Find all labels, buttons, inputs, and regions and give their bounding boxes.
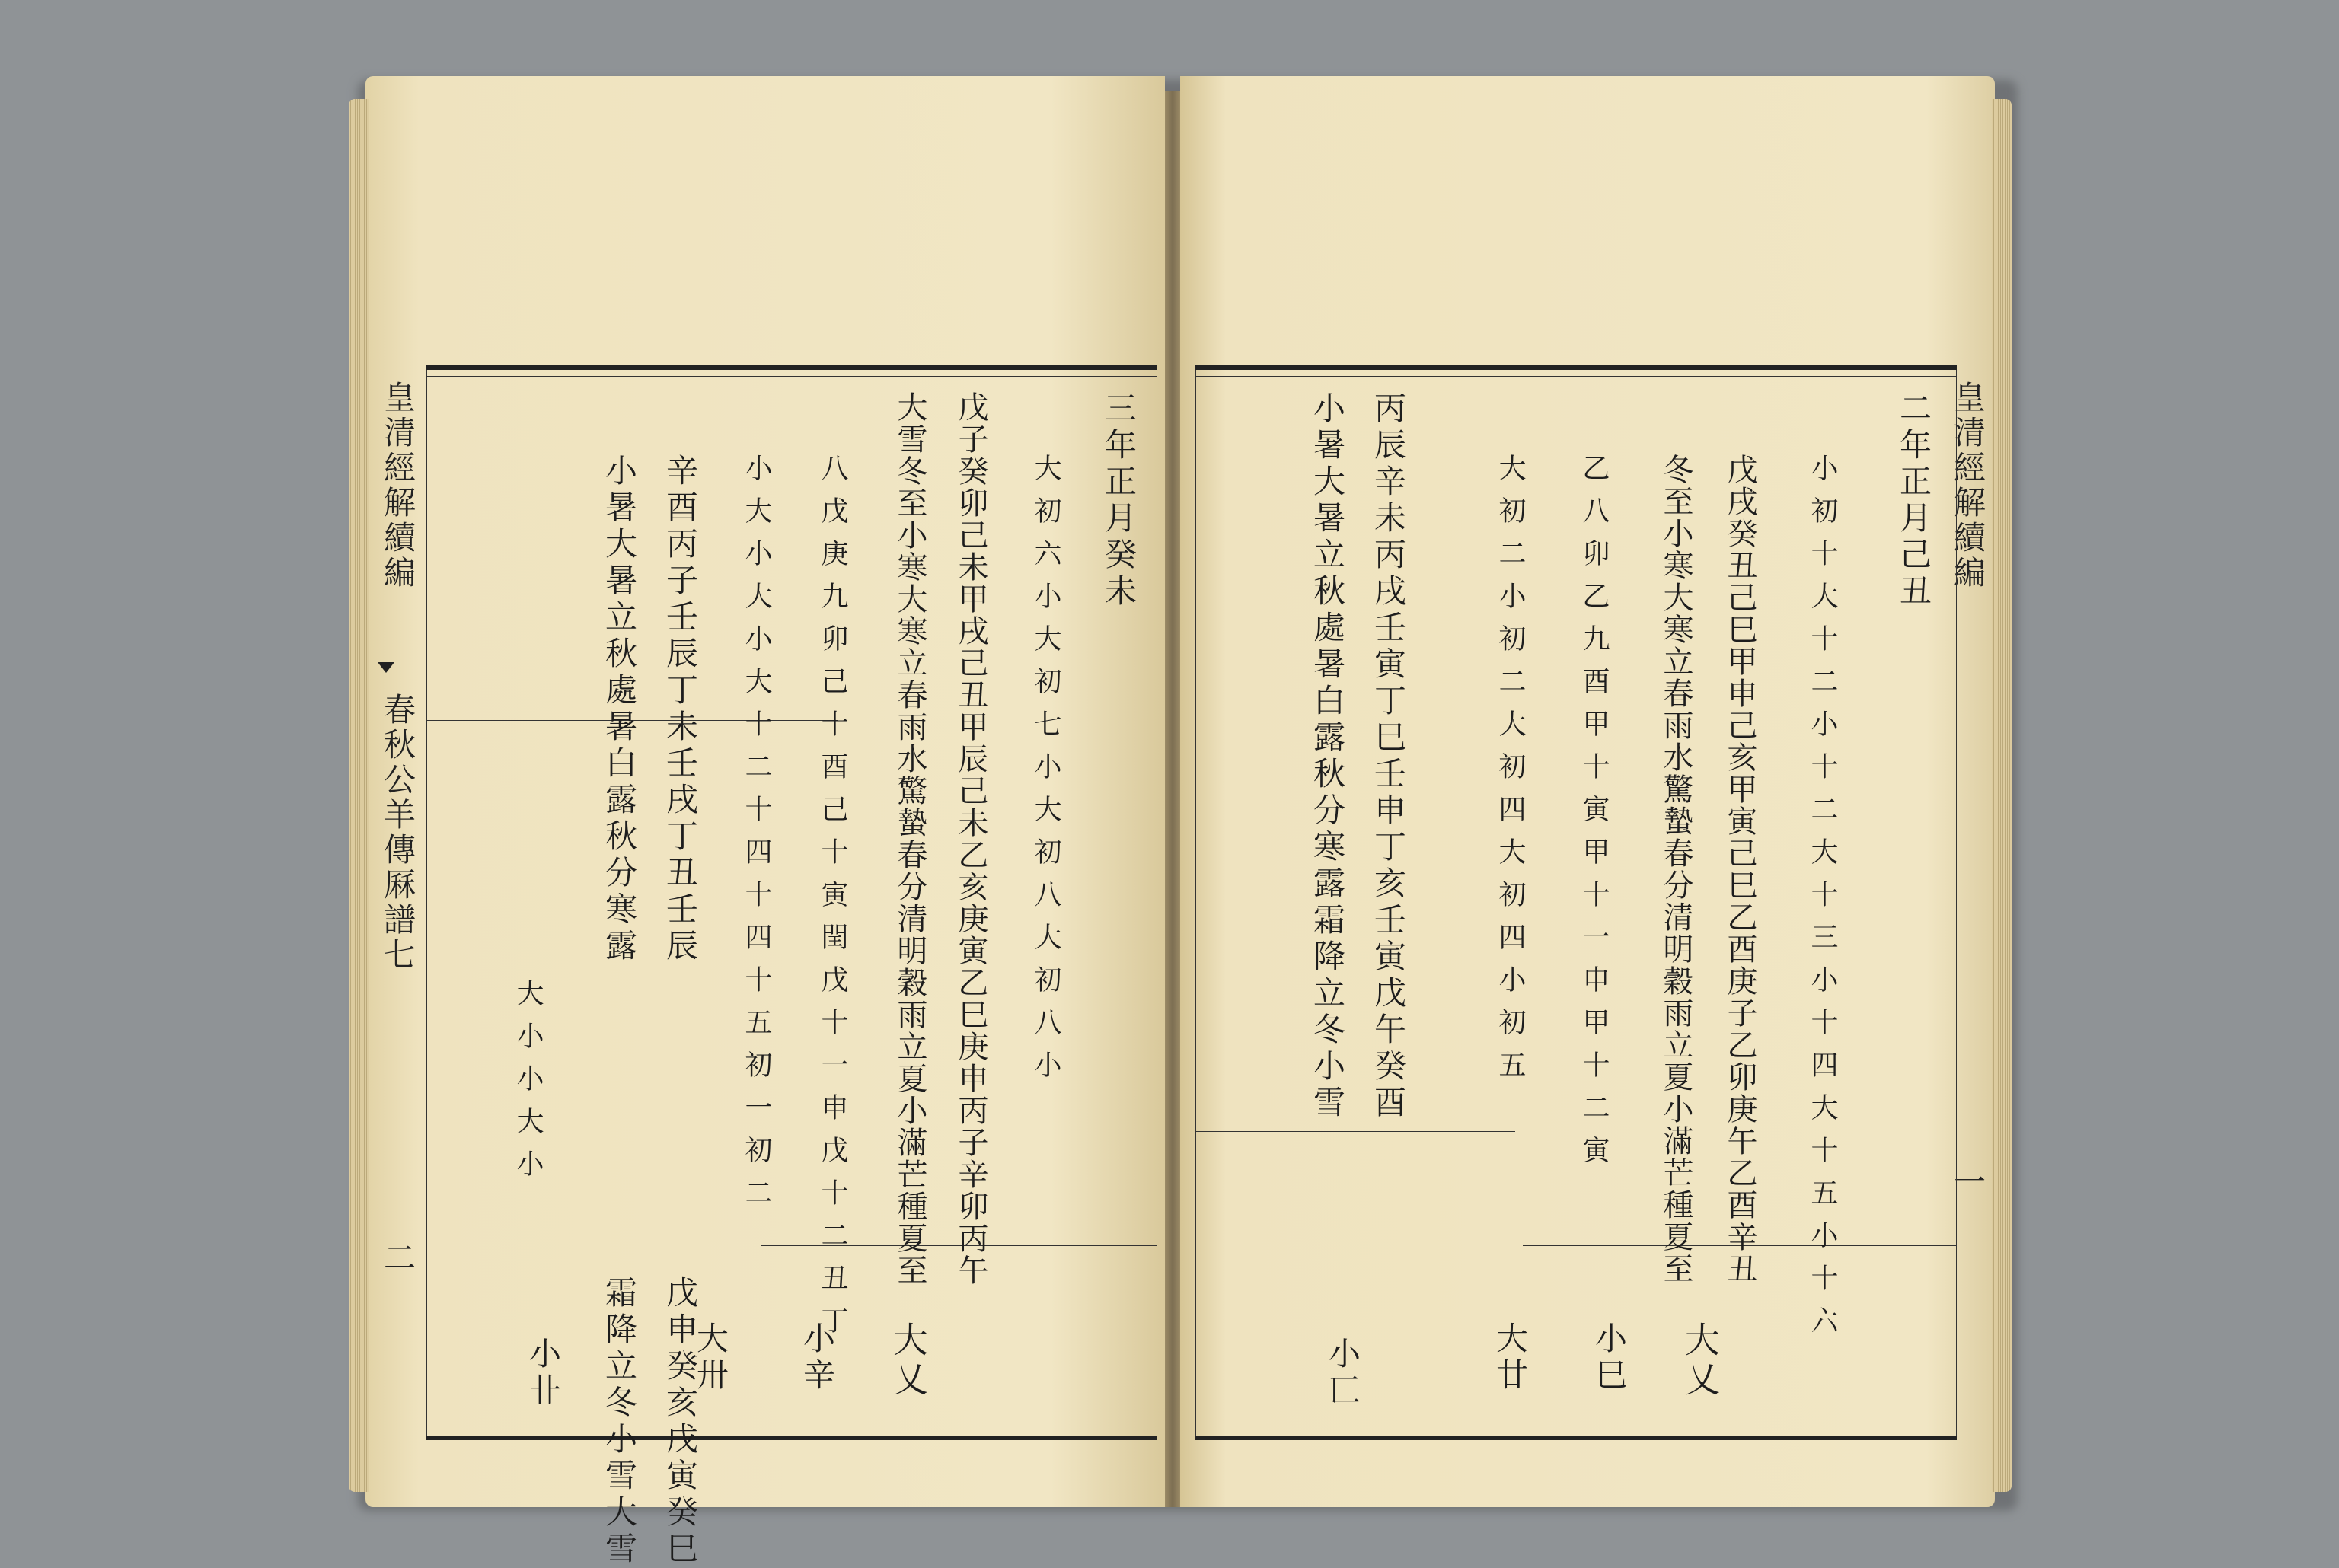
left-page-edge xyxy=(349,99,369,1492)
frame-rule xyxy=(426,370,427,1436)
footer-mark: 小匸 xyxy=(1324,1337,1361,1410)
footer-mark: 大乂 xyxy=(1680,1321,1721,1401)
table-column: 二年正月己丑 xyxy=(1895,391,1932,610)
table-column: 小暑大暑立秋處暑白露秋分寒露霜降立冬小雪 xyxy=(1309,391,1346,1122)
table-column: 大雪冬至小寒大寒立春雨水驚蟄春分清明穀雨立夏小滿芒種夏至 xyxy=(892,391,927,1286)
table-column: 辛酉丙子壬辰丁未壬戌丁丑壬辰 xyxy=(662,454,699,965)
left-margin-subtitle: 春秋公羊傳厤譜七 xyxy=(379,693,416,973)
footer-mark: 大乂 xyxy=(888,1321,929,1401)
table-column: 戊申癸亥戊寅癸巳 xyxy=(662,1276,699,1568)
frame-rule xyxy=(1195,376,1957,377)
left-folio: 二 xyxy=(379,1241,416,1276)
frame-rule xyxy=(1956,370,1957,1436)
left-margin-title: 皇清經解續編 xyxy=(379,381,416,591)
right-table-frame xyxy=(1195,365,1957,1440)
table-column: 戊子癸卯己未甲戌己丑甲辰己未乙亥庚寅乙巳庚申丙子辛卯丙午 xyxy=(953,391,988,1286)
open-book xyxy=(365,76,2018,1568)
footer-mark: 小卝 xyxy=(525,1337,562,1410)
table-column: 三年正月癸未 xyxy=(1100,391,1138,610)
table-divider xyxy=(1195,1131,1515,1132)
table-column: 霜降立冬小雪大雪 xyxy=(601,1276,638,1568)
table-column: 小暑大暑立秋處暑白露秋分寒露 xyxy=(601,454,638,965)
table-column: 乙八卯乙九酉甲十寅甲十一申甲十二寅 xyxy=(1578,454,1610,1178)
table-column: 小大小大小大十二十四十四十五初一初二 xyxy=(741,454,772,1221)
fish-tail-mark xyxy=(378,662,394,673)
left-table-frame xyxy=(426,365,1157,1568)
table-column: 戊戌癸丑己巳甲申己亥甲寅己巳乙酉庚子乙卯庚午乙酉辛丑 xyxy=(1722,454,1757,1285)
right-page-edge xyxy=(1992,99,2012,1492)
right-folio: 一 xyxy=(1949,1165,1986,1200)
table-column: 小初十大十二小十二大十三小十四大十五小十六 xyxy=(1807,454,1838,1349)
frame-rule xyxy=(426,376,1157,377)
table-column: 大小小大小 xyxy=(512,979,544,1192)
table-column: 大初二小初二大初四大初四小初五 xyxy=(1495,454,1526,1093)
footer-mark: 小辛 xyxy=(799,1321,836,1394)
table-column: 冬至小寒大寒立春雨水驚蟄春分清明穀雨立夏小滿芒種夏至 xyxy=(1658,454,1693,1285)
footer-mark: 大廿 xyxy=(1492,1321,1529,1394)
table-column: 大初六小大初七小大初八大初八小 xyxy=(1030,454,1061,1093)
table-column: 丙辰辛未丙戌壬寅丁巳壬申丁亥壬寅戊午癸酉 xyxy=(1370,391,1407,1122)
footer-mark: 大卅 xyxy=(692,1321,729,1394)
footer-mark: 小巳 xyxy=(1591,1321,1628,1394)
table-column: 八戊庚九卯己十酉己十寅閏戊十一申戊十二丑丁 xyxy=(817,454,848,1349)
right-margin-title: 皇清經解續編 xyxy=(1949,381,1986,591)
frame-rule xyxy=(1195,370,1196,1436)
